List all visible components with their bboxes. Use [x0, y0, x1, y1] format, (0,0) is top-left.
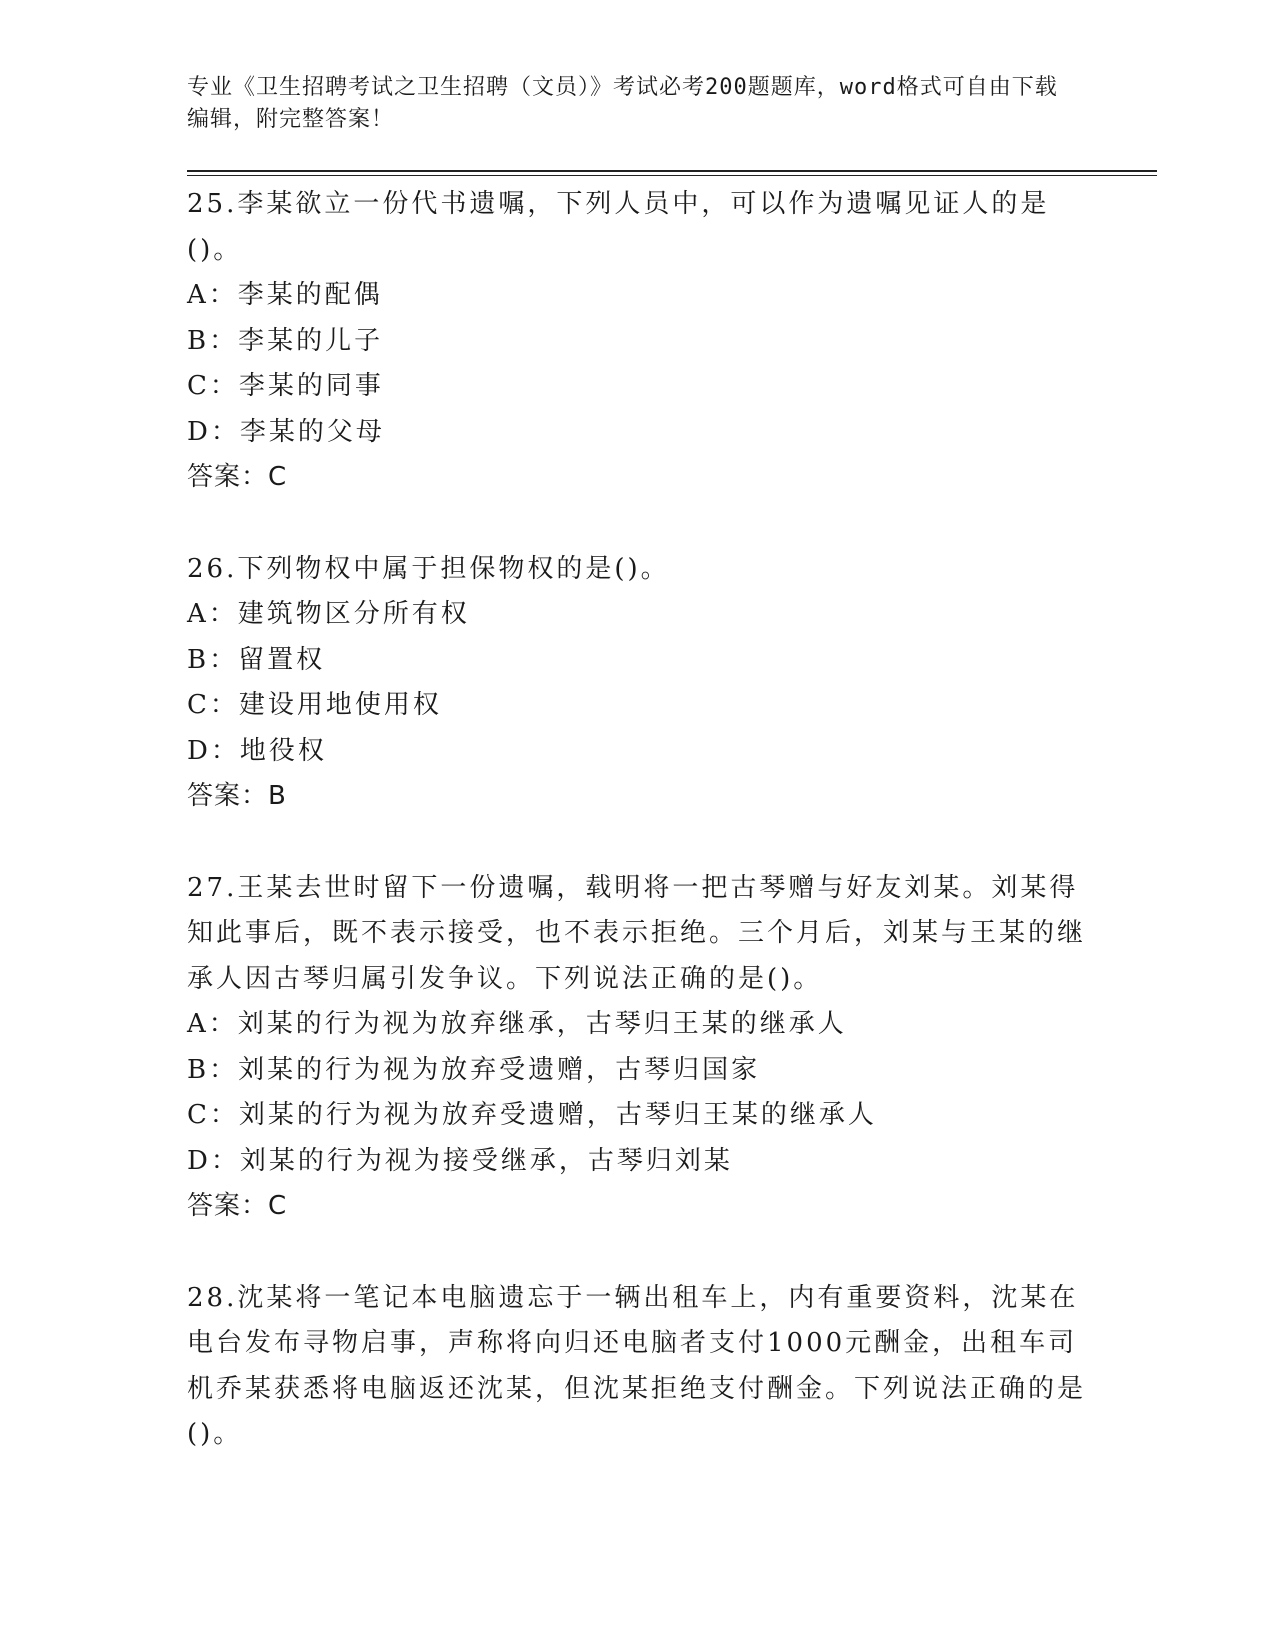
question-stem: 27.王某去世时留下一份遗嘱，载明将一把古琴赠与好友刘某。刘某得知此事后，既不表示接受，也不表示拒绝。三个月后，刘某与王某的继承人因古琴归属引发争议。下列说法正确的是()。	[187, 872, 1087, 994]
option-a: A：建筑物区分所有权	[187, 599, 470, 629]
header-divider	[187, 170, 1157, 176]
document-header: 专业《卫生招聘考试之卫生招聘（文员）》考试必考200题题库，word格式可自由下载编辑，附完整答案！	[187, 75, 1058, 132]
option-c: C：李某的同事	[187, 371, 384, 401]
option-d: D：地役权	[187, 735, 327, 766]
option-c: C：建设用地使用权	[187, 690, 442, 720]
option-b: B：刘某的行为视为放弃受遗赠，古琴归国家	[187, 1054, 761, 1085]
question-28	[187, 1276, 1157, 1458]
option-a: A：李某的配偶	[187, 280, 383, 310]
option-c: C：刘某的行为视为放弃受遗赠，古琴归王某的继承人	[187, 1100, 877, 1130]
answer: 答案：C	[187, 462, 288, 492]
question-27	[187, 866, 1157, 1230]
option-b: B：留置权	[187, 644, 326, 675]
question-stem: 28.沈某将一笔记本电脑遗忘于一辆出租车上，内有重要资料，沈某在电台发布寻物启事，声称将向归还电脑者支付1000元酬金，出租车司机乔某获悉将电脑返还沈某，但沈某拒绝支付酬金。下列说法正确的是()。	[187, 1282, 1087, 1449]
option-b: B：李某的儿子	[187, 325, 384, 356]
question-list	[187, 182, 1157, 1458]
question-26	[187, 547, 1157, 820]
option-a: A：刘某的行为视为放弃继承，古琴归王某的继承人	[187, 1009, 847, 1039]
question-25	[187, 182, 1157, 501]
question-stem: 26.下列物权中属于担保物权的是()。	[187, 553, 670, 584]
answer: 答案：C	[187, 1191, 288, 1221]
option-d: D：李某的父母	[187, 416, 385, 447]
question-stem: 25.李某欲立一份代书遗嘱，下列人员中，可以作为遗嘱见证人的是()。	[187, 189, 1050, 265]
answer: 答案：B	[187, 781, 287, 811]
document-page	[187, 72, 1157, 1504]
option-d: D：刘某的行为视为接受继承，古琴归刘某	[187, 1145, 733, 1176]
